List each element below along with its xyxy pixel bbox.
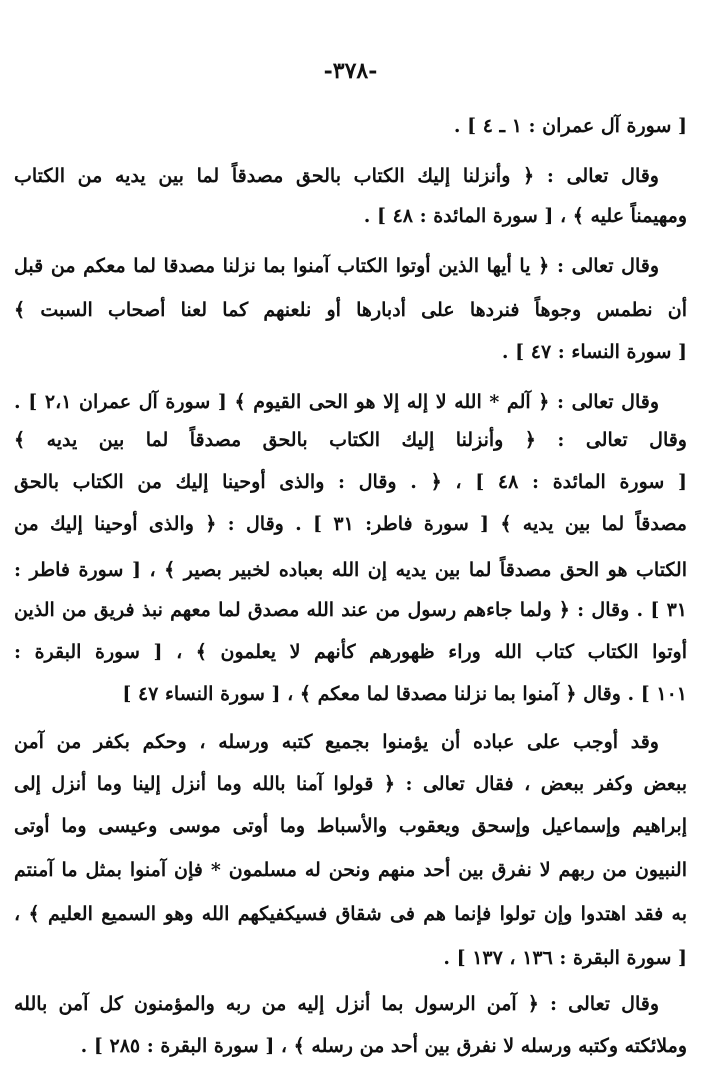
text-line: [ سورة النساء : ٤٧ ] . [501, 341, 687, 363]
text-line: وقال تعالى : ﴿ وأنزلنا إليك الكتاب بالحق مصدقاً لما بين يديه من الكتاب [14, 165, 659, 187]
text-line: [ سورة البقرة : ١٣٦ ، ١٣٧ ] . [443, 947, 687, 969]
text-line: مصدقاً لما بين يديه ﴾ [ سورة فاطر: ٣١ ] . وقال : ﴿ والذى أوحينا إليك من [14, 513, 687, 535]
text-line: أوتوا الكتاب كتاب الله وراء ظهورهم كأنهم لا يعلمون ﴾ ، [ سورة البقرة : [14, 641, 687, 663]
text-line: الكتاب هو الحق مصدقاً لما بين يديه إن الله بعباده لخبير بصير ﴾ ، [ سورة فاطر : [14, 559, 687, 581]
text-line: [ سورة المائدة : ٤٨ ] ، ﴿ . وقال : والذى أوحينا إليك من الكتاب بالحق [14, 471, 687, 493]
text-line: ومهيمناً عليه ﴾ ، [ سورة المائدة : ٤٨ ] . [363, 205, 687, 227]
text-line: وقال تعالى : ﴿ آلم * الله لا إله إلا هو الحى القيوم ﴾ [ سورة آل عمران ٢،١ ] . [14, 391, 659, 413]
text-line: النبيون من ربهم لا نفرق بين أحد منهم ونحن له مسلمون * فإن آمنوا بمثل ما آمنتم [14, 859, 687, 881]
text-line: ١٠١ ] . وقال ﴿ آمنوا بما نزلنا مصدقا لما معكم ﴾ ، [ سورة النساء ٤٧ ] [122, 683, 687, 705]
text-line: وقال تعالى : ﴿ وأنزلنا إليك الكتاب بالحق مصدقاً لما بين يديه ﴾ [14, 429, 687, 451]
text-line: ببعض وكفر ببعض ، فقال تعالى : ﴿ قولوا آمنا بالله وما أنزل إلينا وما أنزل إلى [14, 773, 687, 795]
text-line: وقال تعالى : ﴿ آمن الرسول بما أنزل إليه من ربه والمؤمنون كل آمن بالله [14, 993, 659, 1015]
document-page [14, 0, 687, 1080]
text-line: به فقد اهتدوا وإن تولوا فإنما هم فى شقاق فسيكفيكهم الله وهو السميع العليم ﴾ ، [14, 903, 687, 925]
text-line: وقد أوجب على عباده أن يؤمنوا بجميع كتبه ورسله ، وحكم بكفر من آمن [14, 731, 659, 753]
page-number: -٣٧٨- [323, 58, 378, 84]
text-line: ٣١ ] . وقال : ﴿ ولما جاءهم رسول من عند الله مصدق لما معهم نبذ فريق من الذين [14, 599, 687, 621]
text-line: وقال تعالى : ﴿ يا أيها الذين أوتوا الكتاب آمنوا بما نزلنا مصدقا لما معكم من قبل [14, 255, 659, 277]
text-line: أن نطمس وجوهاً فنردها على أدبارها أو نلعنهم كما لعنا أصحاب السبت ﴾ [14, 299, 687, 321]
text-line: إبراهيم وإسماعيل وإسحق ويعقوب والأسباط وما أوتى موسى وعيسى وما أوتى [14, 815, 687, 837]
text-line: [ سورة آل عمران : ١ ـ ٤ ] . [453, 115, 687, 137]
text-line: وملائكته وكتبه ورسله لا نفرق بين أحد من رسله ﴾ ، [ سورة البقرة : ٢٨٥ ] . [80, 1035, 687, 1057]
